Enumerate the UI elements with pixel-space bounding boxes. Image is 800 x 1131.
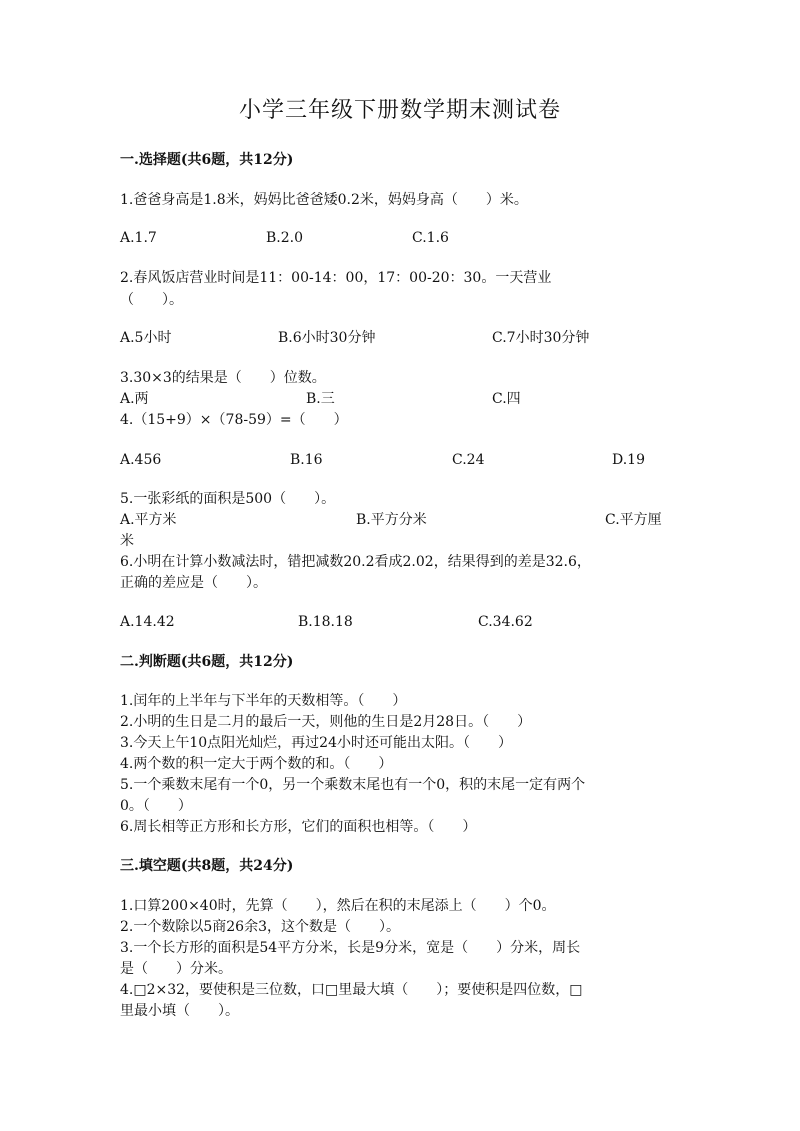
q3-option-c: C.四 — [492, 391, 521, 407]
q3-option-b: B.三 — [306, 391, 335, 407]
judge-item-5-line1: 5.一个乘数末尾有一个0，另一个乘数末尾也有一个0，积的末尾一定有两个 — [120, 777, 586, 793]
question-2-line1: 2.春风饭店营业时间是11：00-14：00，17：00-20：30。一天营业 — [120, 270, 552, 286]
q4-option-a: A.456 — [120, 452, 162, 468]
q2-option-b: B.6小时30分钟 — [278, 330, 376, 346]
q5-option-c: C.平方厘 — [605, 512, 662, 528]
fill-item-1: 1.口算200×40时，先算（ ），然后在积的末尾添上（ ）个0。 — [120, 898, 556, 914]
question-4: 4.（15+9）×（78-59）=（ ） — [120, 412, 348, 428]
question-6-line1: 6.小明在计算小数减法时，错把减数20.2看成2.02，结果得到的差是32.6， — [120, 554, 591, 570]
q1-option-a: A.1.7 — [120, 230, 157, 246]
q4-option-b: B.16 — [290, 452, 323, 468]
judge-item-4: 4.两个数的积一定大于两个数的和。（ ） — [120, 756, 393, 772]
page-title: 小学三年级下册数学期末测试卷 — [238, 98, 561, 123]
question-3: 3.30×3的结果是（ ）位数。 — [120, 370, 326, 386]
judge-item-6: 6.周长相等正方形和长方形，它们的面积也相等。（ ） — [120, 819, 477, 835]
judge-item-3: 3.今天上午10点阳光灿烂，再过24小时还可能出太阳。（ ） — [120, 735, 512, 751]
judge-item-1: 1.闰年的上半年与下半年的天数相等。（ ） — [120, 693, 407, 709]
question-1: 1.爸爸身高是1.8米，妈妈比爸爸矮0.2米，妈妈身高（ ）米。 — [120, 192, 528, 208]
section-heading-judge: 二.判断题(共6题，共12分) — [120, 654, 294, 670]
question-5: 5.一张彩纸的面积是500（ ）。 — [120, 491, 336, 507]
q2-option-c: C.7小时30分钟 — [492, 330, 590, 346]
fill-item-4-line1: 4.□2×32，要使积是三位数，口□里最大填（ ）；要使积是四位数，□ — [120, 982, 583, 998]
q6-option-c: C.34.62 — [478, 614, 533, 630]
q1-option-c: C.1.6 — [412, 230, 449, 246]
q3-option-a: A.两 — [120, 391, 149, 407]
q4-option-c: C.24 — [452, 452, 485, 468]
q4-option-d: D.19 — [612, 452, 645, 468]
q1-option-b: B.2.0 — [266, 230, 304, 246]
judge-item-2: 2.小明的生日是二月的最后一天，则他的生日是2月28日。（ ） — [120, 714, 532, 730]
section-heading-choice: 一.选择题(共6题，共12分) — [120, 152, 294, 168]
q5-option-b: B.平方分米 — [356, 512, 427, 528]
fill-item-2: 2.一个数除以5商26余3，这个数是（ ）。 — [120, 919, 400, 935]
q5-option-a: A.平方米 — [120, 512, 177, 528]
section-heading-fill: 三.填空题(共8题，共24分) — [120, 858, 294, 874]
q5-option-c-wrap: 米 — [120, 533, 134, 549]
question-6-line2: 正确的差应是（ ）。 — [120, 575, 267, 591]
fill-item-4-line2: 里最小填（ ）。 — [120, 1003, 239, 1019]
q6-option-a: A.14.42 — [120, 614, 175, 630]
q2-option-a: A.5小时 — [120, 330, 172, 346]
judge-item-5-line2: 0。（ ） — [120, 798, 192, 814]
question-2-line2: （ ）。 — [120, 292, 183, 308]
fill-item-3-line2: 是（ ）分米。 — [120, 961, 232, 977]
fill-item-3-line1: 3.一个长方形的面积是54平方分米，长是9分米，宽是（ ）分米，周长 — [120, 940, 581, 956]
q6-option-b: B.18.18 — [298, 614, 353, 630]
